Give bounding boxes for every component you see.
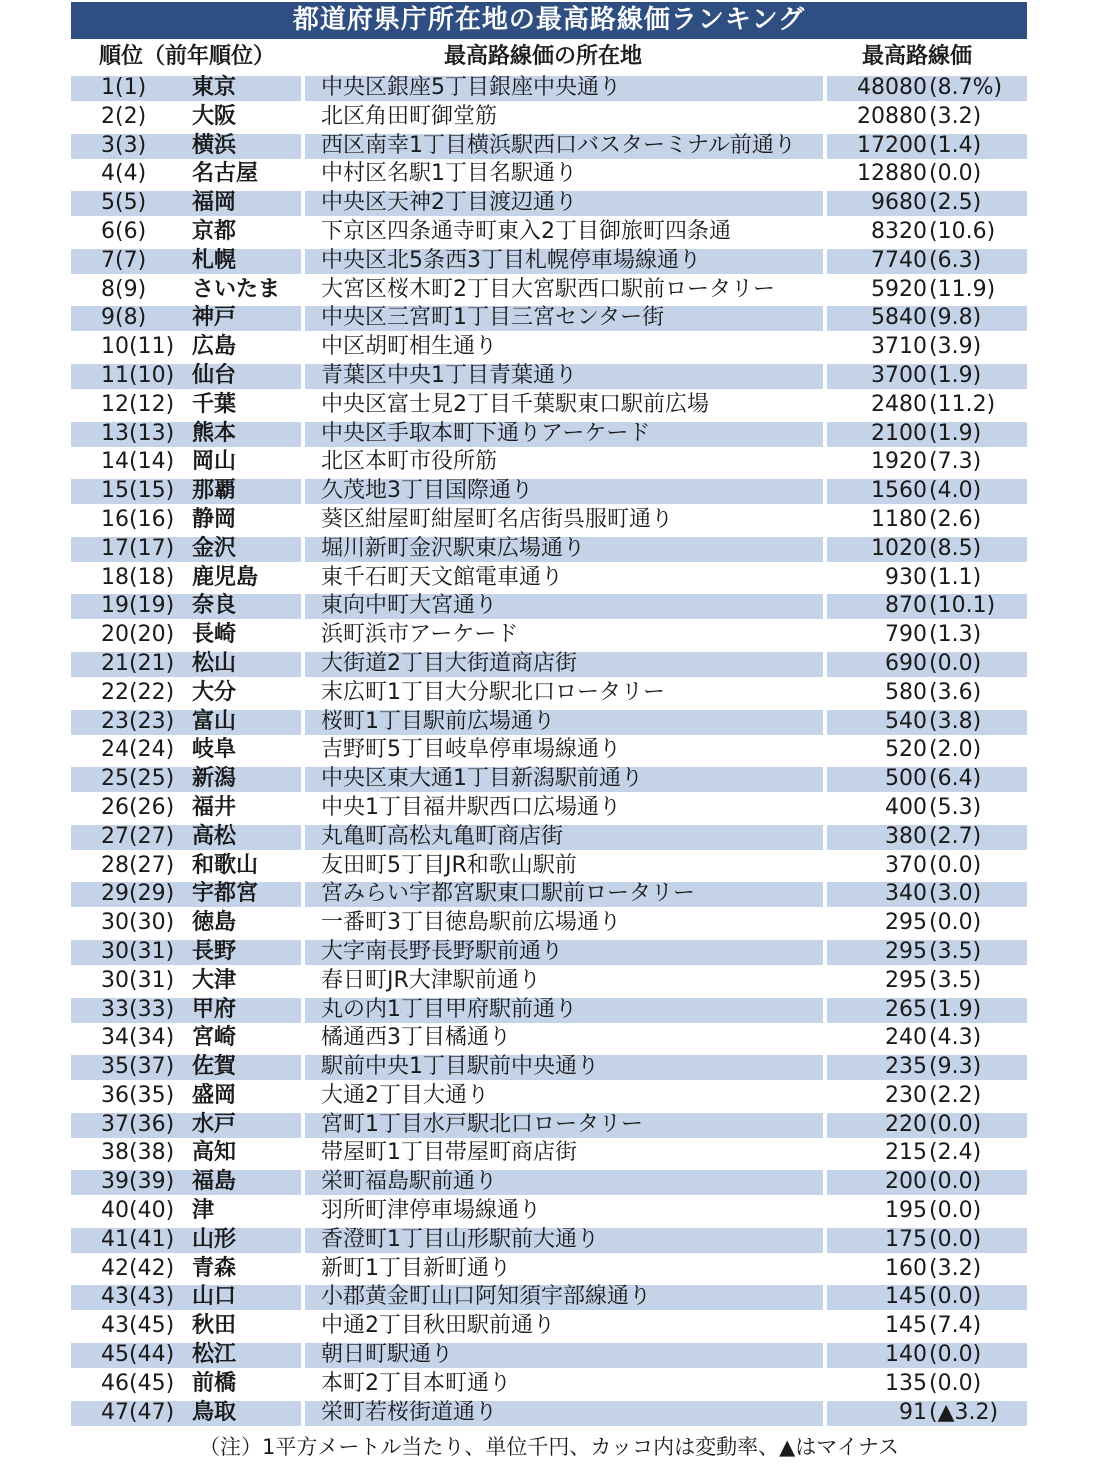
row-price: 48080 [857,75,927,100]
row-price: 140 [885,1342,927,1368]
table-row [71,1399,1027,1428]
row-address: 中村区名駅1丁目名駅通り [321,161,577,187]
row-change: (0.0) [929,1198,982,1224]
row-price: 17200 [857,132,927,158]
row-change: (0.0) [929,852,982,878]
row-change: (1.3) [929,622,982,648]
table-row [71,362,1027,391]
row-rank: 43(43) [101,1284,175,1310]
row-rank: 27(27) [101,823,175,849]
row-city: 宮崎 [192,1025,237,1051]
row-address: 大通2丁目大通り [321,1082,489,1108]
row-address: 西区南幸1丁目横浜駅西口バスターミナル前通り [321,132,796,158]
row-rank: 40(40) [101,1198,175,1224]
table-row [71,679,1027,708]
row-price: 200 [885,1169,927,1195]
row-price: 1920 [871,449,927,475]
row-price: 215 [885,1140,927,1166]
row-rank: 14(14) [101,449,175,475]
row-city: 京都 [192,218,237,244]
table-header [71,42,1027,72]
row-address: 中央区北5条西3丁目札幌停車場線通り [321,247,701,273]
row-address: 丸の内1丁目甲府駅前通り [321,996,577,1022]
row-price: 195 [885,1198,927,1224]
header-rank: 順位（前年順位） [99,44,276,69]
table-title: 都道府県庁所在地の最高路線価ランキング [71,2,1027,39]
row-change: (0.0) [929,1111,982,1137]
row-change: (3.5) [929,967,982,993]
row-address: 中央区手取本町下通りアーケード [321,420,651,446]
row-price: 690 [885,650,927,676]
row-address: 北区角田町御堂筋 [321,103,498,129]
row-change: (0.0) [929,1342,982,1368]
row-city: 前橋 [192,1370,237,1396]
row-address: 中央1丁目福井駅西口広場通り [321,794,621,820]
row-address: 北区本町市役所筋 [321,449,498,475]
row-rank: 8(9) [101,276,147,302]
row-city: 広島 [192,334,237,360]
table-row [71,1341,1027,1370]
row-price: 790 [885,622,927,648]
row-city: 東京 [192,75,237,100]
table-row [71,909,1027,938]
row-change: (2.7) [929,823,982,849]
row-rank: 35(37) [101,1054,175,1080]
row-price: 1560 [871,478,927,504]
row-rank: 23(23) [101,708,175,734]
table-row [71,564,1027,593]
row-change: (1.4) [929,132,982,158]
row-price: 500 [885,766,927,792]
row-rank: 46(45) [101,1370,175,1396]
row-city: 新潟 [192,766,237,792]
row-change: (1.9) [929,420,982,446]
row-rank: 10(11) [101,334,175,360]
row-city: 水戸 [192,1111,237,1137]
row-price: 160 [885,1255,927,1281]
row-rank: 30(31) [101,967,175,993]
row-rank: 12(12) [101,391,175,417]
row-change: (0.0) [929,1370,982,1396]
row-city: 松江 [192,1342,237,1368]
row-address: 春日町JR大津駅前通り [321,967,541,993]
row-address: 堀川新町金沢駅東広場通り [321,535,586,561]
row-change: (11.2) [929,391,996,417]
row-city: 高知 [192,1140,237,1166]
row-change: (3.6) [929,679,982,705]
row-city: 宇都宮 [192,881,259,907]
row-change: (1.9) [929,362,982,388]
table-row [71,247,1027,276]
row-rank: 41(41) [101,1226,175,1252]
row-price: 135 [885,1370,927,1396]
row-change: (2.2) [929,1082,982,1108]
row-price: 930 [885,564,927,590]
table-row [71,1283,1027,1312]
table-row [71,1111,1027,1140]
row-change: (7.4) [929,1313,982,1339]
row-address: 駅前中央1丁目駅前中央通り [321,1054,599,1080]
row-change: (3.2) [929,1255,982,1281]
table-row [71,1139,1027,1168]
row-price: 8320 [871,218,927,244]
row-price: 230 [885,1082,927,1108]
row-address: 羽所町津停車場線通り [321,1198,542,1224]
row-rank: 16(16) [101,506,175,532]
row-change: (5.3) [929,794,982,820]
row-address: 中通2丁目秋田駅前通り [321,1313,555,1339]
row-address: 中央区銀座5丁目銀座中央通り [321,75,621,100]
row-price: 145 [885,1284,927,1310]
row-address: 中央区富士見2丁目千葉駅東口駅前広場 [321,391,709,417]
row-address: 桜町1丁目駅前広場通り [321,708,555,734]
row-rank: 37(36) [101,1111,175,1137]
table-row [71,1312,1027,1341]
row-city: 山形 [192,1226,237,1252]
row-price: 540 [885,708,927,734]
row-price: 2480 [871,391,927,417]
row-change: (0.0) [929,650,982,676]
row-price: 295 [885,967,927,993]
row-city: 長崎 [192,622,237,648]
row-city: 奈良 [192,593,237,619]
row-city: 千葉 [192,391,237,417]
row-price: 91 [899,1399,927,1425]
row-change: (3.0) [929,881,982,907]
row-city: 大阪 [192,103,237,129]
table-row [71,823,1027,852]
row-price: 240 [885,1025,927,1051]
row-rank: 38(38) [101,1140,175,1166]
row-rank: 5(5) [101,190,147,216]
row-rank: 30(30) [101,910,175,936]
row-rank: 33(33) [101,996,175,1022]
row-city: 岐阜 [192,737,237,763]
row-price: 3700 [871,362,927,388]
row-price: 3710 [871,334,927,360]
row-change: (8.5) [929,535,982,561]
row-city: 青森 [192,1255,237,1281]
table-row [71,736,1027,765]
table-row [71,1197,1027,1226]
row-city: 札幌 [192,247,237,273]
row-address: 宮みらい宇都宮駅東口駅前ロータリー [321,881,696,907]
row-rank: 4(4) [101,161,147,187]
row-rank: 13(13) [101,420,175,446]
row-change: (7.3) [929,449,982,475]
table-row [71,852,1027,881]
row-address: 友田町5丁目JR和歌山駅前 [321,852,577,878]
row-change: (8.7%) [929,75,1003,100]
row-city: 鳥取 [192,1399,237,1425]
table-row [71,304,1027,333]
row-address: 香澄町1丁目山形駅前大通り [321,1226,599,1252]
row-city: 盛岡 [192,1082,237,1108]
row-city: 津 [192,1198,215,1224]
table-row [71,218,1027,247]
row-city: 秋田 [192,1313,237,1339]
table-row [71,650,1027,679]
row-city: 山口 [192,1284,237,1310]
row-address: 帯屋町1丁目帯屋町商店街 [321,1140,577,1166]
row-city: 横浜 [192,132,237,158]
table-row [71,189,1027,218]
row-address: 浜町浜市アーケード [321,622,519,648]
row-price: 295 [885,938,927,964]
row-address: 中央区東大通1丁目新潟駅前通り [321,766,643,792]
row-address: 大字南長野長野駅前通り [321,938,564,964]
table-row [71,938,1027,967]
row-change: (0.0) [929,1226,982,1252]
row-change: (4.0) [929,478,982,504]
row-city: 長野 [192,938,237,964]
row-rank: 3(3) [101,132,147,158]
row-rank: 21(21) [101,650,175,676]
row-change: (1.1) [929,564,982,590]
row-address: 下京区四条通寺町東入2丁目御旅町四条通 [321,218,731,244]
ranking-table [71,74,1027,1427]
row-address: 東千石町天文館電車通り [321,564,564,590]
row-address: 久茂地3丁目国際通り [321,478,533,504]
row-rank: 19(19) [101,593,175,619]
row-change: (1.9) [929,996,982,1022]
row-price: 5920 [871,276,927,302]
row-change: (2.5) [929,190,982,216]
table-row [71,333,1027,362]
row-rank: 6(6) [101,218,147,244]
row-address: 東向中町大宮通り [321,593,498,619]
row-price: 1020 [871,535,927,561]
row-price: 235 [885,1054,927,1080]
row-price: 220 [885,1111,927,1137]
row-address: 一番町3丁目徳島駅前広場通り [321,910,621,936]
row-change: (▲3.2) [929,1399,999,1425]
row-city: 鹿児島 [192,564,259,590]
row-rank: 28(27) [101,852,175,878]
header-price: 最高路線価 [862,44,973,69]
row-city: 神戸 [192,305,237,331]
row-rank: 43(45) [101,1313,175,1339]
row-address: 中央区三宮町1丁目三宮センター街 [321,305,665,331]
table-row [71,103,1027,132]
row-rank: 30(31) [101,938,175,964]
table-row [71,621,1027,650]
row-price: 870 [885,593,927,619]
row-price: 400 [885,794,927,820]
row-price: 520 [885,737,927,763]
row-change: (4.3) [929,1025,982,1051]
row-change: (3.9) [929,334,982,360]
row-price: 9680 [871,190,927,216]
row-address: 末広町1丁目大分駅北口ロータリー [321,679,665,705]
table-row [71,1255,1027,1284]
row-city: 佐賀 [192,1054,237,1080]
row-change: (9.3) [929,1054,982,1080]
row-change: (0.0) [929,1284,982,1310]
row-rank: 1(1) [101,75,147,100]
row-rank: 20(20) [101,622,175,648]
row-rank: 42(42) [101,1255,175,1281]
table-row [71,391,1027,420]
row-city: 富山 [192,708,237,734]
row-address: 栄町福島駅前通り [321,1169,498,1195]
row-address: 小郡黄金町山口阿知須宇部線通り [321,1284,652,1310]
row-address: 青葉区中央1丁目青葉通り [321,362,577,388]
row-change: (10.1) [929,593,996,619]
row-city: 静岡 [192,506,237,532]
table-row [71,448,1027,477]
table-row [71,1082,1027,1111]
header-location: 最高路線価の所在地 [444,44,643,69]
table-row [71,1226,1027,1255]
table-row [71,160,1027,189]
row-city: さいたま [192,276,281,302]
row-city: 那覇 [192,478,237,504]
row-rank: 7(7) [101,247,147,273]
row-rank: 17(17) [101,535,175,561]
table-row [71,996,1027,1025]
row-rank: 39(39) [101,1169,175,1195]
row-rank: 26(26) [101,794,175,820]
row-change: (10.6) [929,218,996,244]
row-city: 大津 [192,967,237,993]
row-address: 本町2丁目本町通り [321,1370,511,1396]
row-price: 145 [885,1313,927,1339]
row-change: (2.0) [929,737,982,763]
row-change: (0.0) [929,910,982,936]
row-rank: 25(25) [101,766,175,792]
row-address: 大街道2丁目大街道商店街 [321,650,577,676]
row-address: 橘通西3丁目橘通り [321,1025,511,1051]
row-city: 岡山 [192,449,237,475]
row-change: (3.2) [929,103,982,129]
row-address: 宮町1丁目水戸駅北口ロータリー [321,1111,643,1137]
table-row [71,276,1027,305]
row-city: 福岡 [192,190,237,216]
row-address: 大宮区桜木町2丁目大宮駅西口駅前ロータリー [321,276,775,302]
row-rank: 36(35) [101,1082,175,1108]
row-change: (11.9) [929,276,996,302]
table-row [71,1168,1027,1197]
row-address: 中区胡町相生通り [321,334,498,360]
row-price: 580 [885,679,927,705]
row-price: 340 [885,881,927,907]
row-address: 栄町若桜街道通り [321,1399,498,1425]
row-change: (0.0) [929,1169,982,1195]
table-row [71,74,1027,103]
row-change: (2.4) [929,1140,982,1166]
row-change: (6.4) [929,766,982,792]
row-rank: 9(8) [101,305,147,331]
row-change: (3.5) [929,938,982,964]
row-address: 吉野町5丁目岐阜停車場線通り [321,737,621,763]
row-address: 丸亀町高松丸亀町商店街 [321,823,564,849]
table-row [71,708,1027,737]
row-rank: 45(44) [101,1342,175,1368]
row-change: (3.8) [929,708,982,734]
row-change: (0.0) [929,161,982,187]
row-price: 380 [885,823,927,849]
row-price: 295 [885,910,927,936]
row-rank: 34(34) [101,1025,175,1051]
row-city: 高松 [192,823,237,849]
row-rank: 11(10) [101,362,175,388]
row-rank: 47(47) [101,1399,175,1425]
row-address: 朝日町駅通り [321,1342,454,1368]
row-rank: 18(18) [101,564,175,590]
row-city: 徳島 [192,910,237,936]
footnote: （注）1平方メートル当たり、単位千円、カッコ内は変動率、▲はマイナス [198,1435,900,1459]
row-rank: 29(29) [101,881,175,907]
table-row [71,1370,1027,1399]
row-address: 中央区天神2丁目渡辺通り [321,190,577,216]
row-price: 370 [885,852,927,878]
row-city: 熊本 [192,420,237,446]
row-price: 12880 [857,161,927,187]
table-row [71,420,1027,449]
row-change: (9.8) [929,305,982,331]
row-price: 20880 [857,103,927,129]
row-rank: 15(15) [101,478,175,504]
row-city: 松山 [192,650,237,676]
row-price: 2100 [871,420,927,446]
table-row [71,592,1027,621]
row-rank: 2(2) [101,103,147,129]
row-city: 福井 [192,794,237,820]
table-row [71,535,1027,564]
row-city: 甲府 [192,996,237,1022]
table-row [71,1024,1027,1053]
table-row [71,1053,1027,1082]
row-price: 7740 [871,247,927,273]
row-price: 175 [885,1226,927,1252]
row-address: 新町1丁目新町通り [321,1255,511,1281]
row-city: 福島 [192,1169,237,1195]
table-row [71,506,1027,535]
row-city: 名古屋 [192,161,259,187]
row-price: 5840 [871,305,927,331]
table-row [71,880,1027,909]
row-price: 1180 [871,506,927,532]
row-price: 265 [885,996,927,1022]
row-rank: 24(24) [101,737,175,763]
table-row [71,765,1027,794]
table-row [71,967,1027,996]
row-rank: 22(22) [101,679,175,705]
table-row [71,794,1027,823]
row-city: 大分 [192,679,237,705]
row-change: (2.6) [929,506,982,532]
table-row [71,132,1027,161]
row-change: (6.3) [929,247,982,273]
row-city: 和歌山 [192,852,259,878]
row-city: 金沢 [192,535,237,561]
table-row [71,477,1027,506]
row-address: 葵区紺屋町紺屋町名店街呉服町通り [321,506,674,532]
row-city: 仙台 [192,362,237,388]
